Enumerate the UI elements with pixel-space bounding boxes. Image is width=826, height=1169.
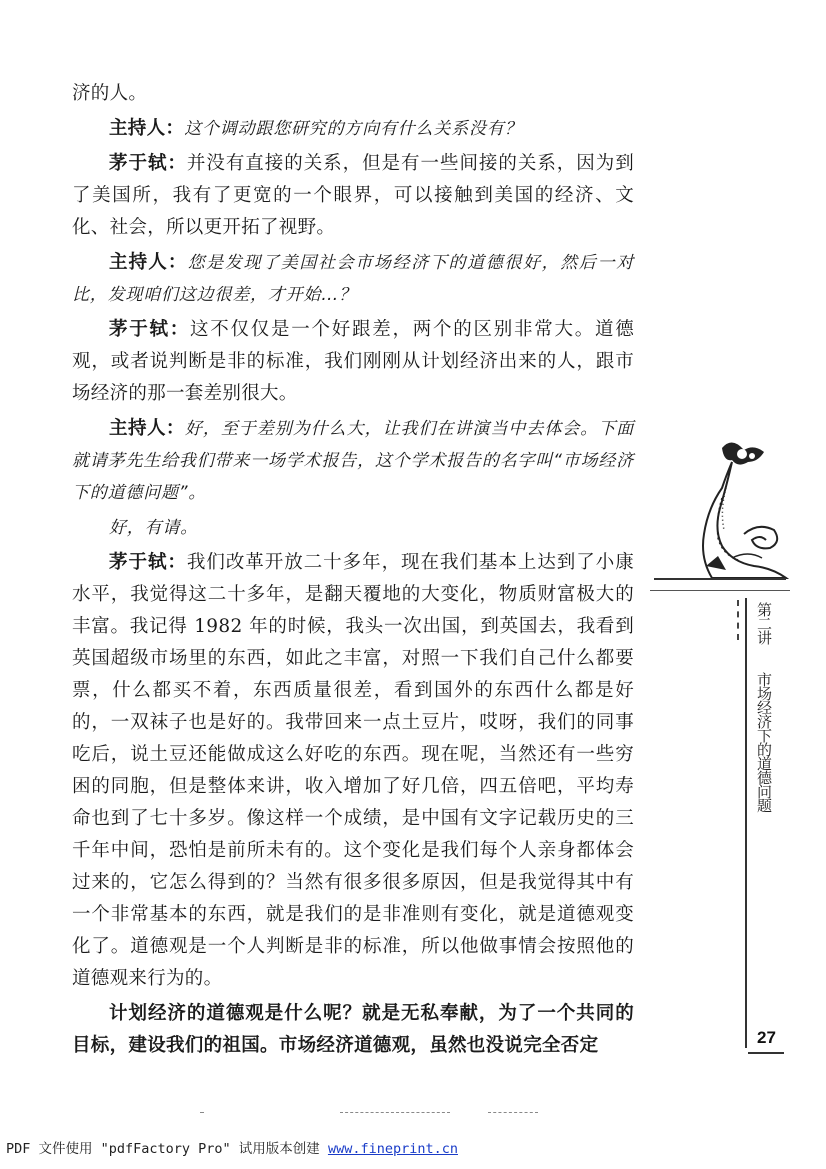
scan-artifact <box>488 1112 538 1113</box>
speaker-name: 主持人： <box>109 418 185 439</box>
page-number: 27 <box>757 1028 776 1047</box>
body-paragraph <box>72 512 634 544</box>
speaker-name: 主持人： <box>109 118 185 139</box>
body-paragraph: 济的人。 <box>72 83 148 104</box>
chapter-label: 第二讲 <box>755 602 773 644</box>
pdf-footer <box>6 1137 458 1157</box>
page-body <box>72 78 634 1065</box>
scan-artifact <box>200 1112 204 1113</box>
sidebar-dash-line <box>737 600 739 640</box>
body-paragraph <box>72 547 634 995</box>
bird-ornament-icon <box>692 438 796 580</box>
body-paragraph <box>72 113 634 145</box>
body-paragraph <box>72 247 634 311</box>
host-speech: 好，至于差别为什么大，让我们在讲演当中去体会。下面就请茅先生给我们带来一场学术报告，这个学术报告的名字叫“市场经济下的道德问题”。 <box>72 419 635 503</box>
host-speech: 您是发现了美国社会市场经济下的道德很好，然后一对比，发现咱们这边很差，才开始…？ <box>72 253 635 305</box>
sidebar-rule <box>654 578 786 580</box>
closing-text: 计划经济的道德观是什么呢？就是无私奉献，为了一个共同的目标，建设我们的祖国。市场经济道德观，虽然也没说完全否定 <box>72 1003 634 1056</box>
speaker-name: 主持人： <box>109 252 188 273</box>
scan-artifact <box>340 1112 450 1113</box>
sidebar-rule <box>650 590 790 591</box>
speaker-name: 茅于轼： <box>109 153 187 174</box>
host-speech: 好，有请。 <box>109 518 198 538</box>
body-paragraph <box>72 148 634 244</box>
sidebar-vertical-line <box>745 598 747 1048</box>
chapter-title: 市场经济下的道德问题 <box>755 672 773 812</box>
body-paragraph <box>72 314 634 410</box>
footer-link[interactable]: www.fineprint.cn <box>327 1141 458 1157</box>
body-paragraph <box>72 998 634 1062</box>
page-number-rule <box>748 1052 784 1054</box>
body-paragraph <box>72 413 634 509</box>
guest-speech: 我们改革开放二十多年，现在我们基本上达到了小康水平，我觉得这二十多年，是翻天覆地的大变化，物质财富极大的丰富。我记得 1982 年的时候，我头一次出国，到英国去，我看到英国超级市场里的东西，如此之丰富，对照一下我们自己什么都要票，什么都买不着，东西质量很差，看到国外的东西什么都是好的，一双袜子也是好的。我带回来一点土豆片，哎呀，我们的同事吃后，说土豆还能做成这么好吃的东西。现在呢，当然还有一些穷困的同胞，但是整体来讲，收入增加了好几倍，四五倍吧，平均寿命也到了七十多岁。像这样一个成绩，是中国有文字记载历史的三千年中间，恐怕是前所未有的。这个变化是我们每个人亲身都体会过来的，它怎么得到的？当然有很多很多原因，但是我觉得其中有一个非常基本的东西，就是我们的是非准则有变化，就是道德观变化了。道德观是一个人判断是非的标准，所以他做事情会按照他的道德观来行为的。 <box>72 552 635 989</box>
host-speech: 这个调动跟您研究的方向有什么关系没有？ <box>184 119 523 139</box>
speaker-name: 茅于轼： <box>109 319 190 340</box>
speaker-name: 茅于轼： <box>109 552 187 573</box>
guest-speech: 这不仅仅是一个好跟差，两个的区别非常大。道德观，或者说判断是非的标准，我们刚刚从计划经济出来的人，跟市场经济的那一套差别很大。 <box>72 319 634 404</box>
footer-text: PDF 文件使用 "pdfFactory Pro" 试用版本创建 <box>6 1141 328 1157</box>
guest-speech: 并没有直接的关系，但是有一些间接的关系，因为到了美国所，我有了更宽的一个眼界，可以接触到美国的经济、文化、社会，所以更开拓了视野。 <box>72 153 635 238</box>
